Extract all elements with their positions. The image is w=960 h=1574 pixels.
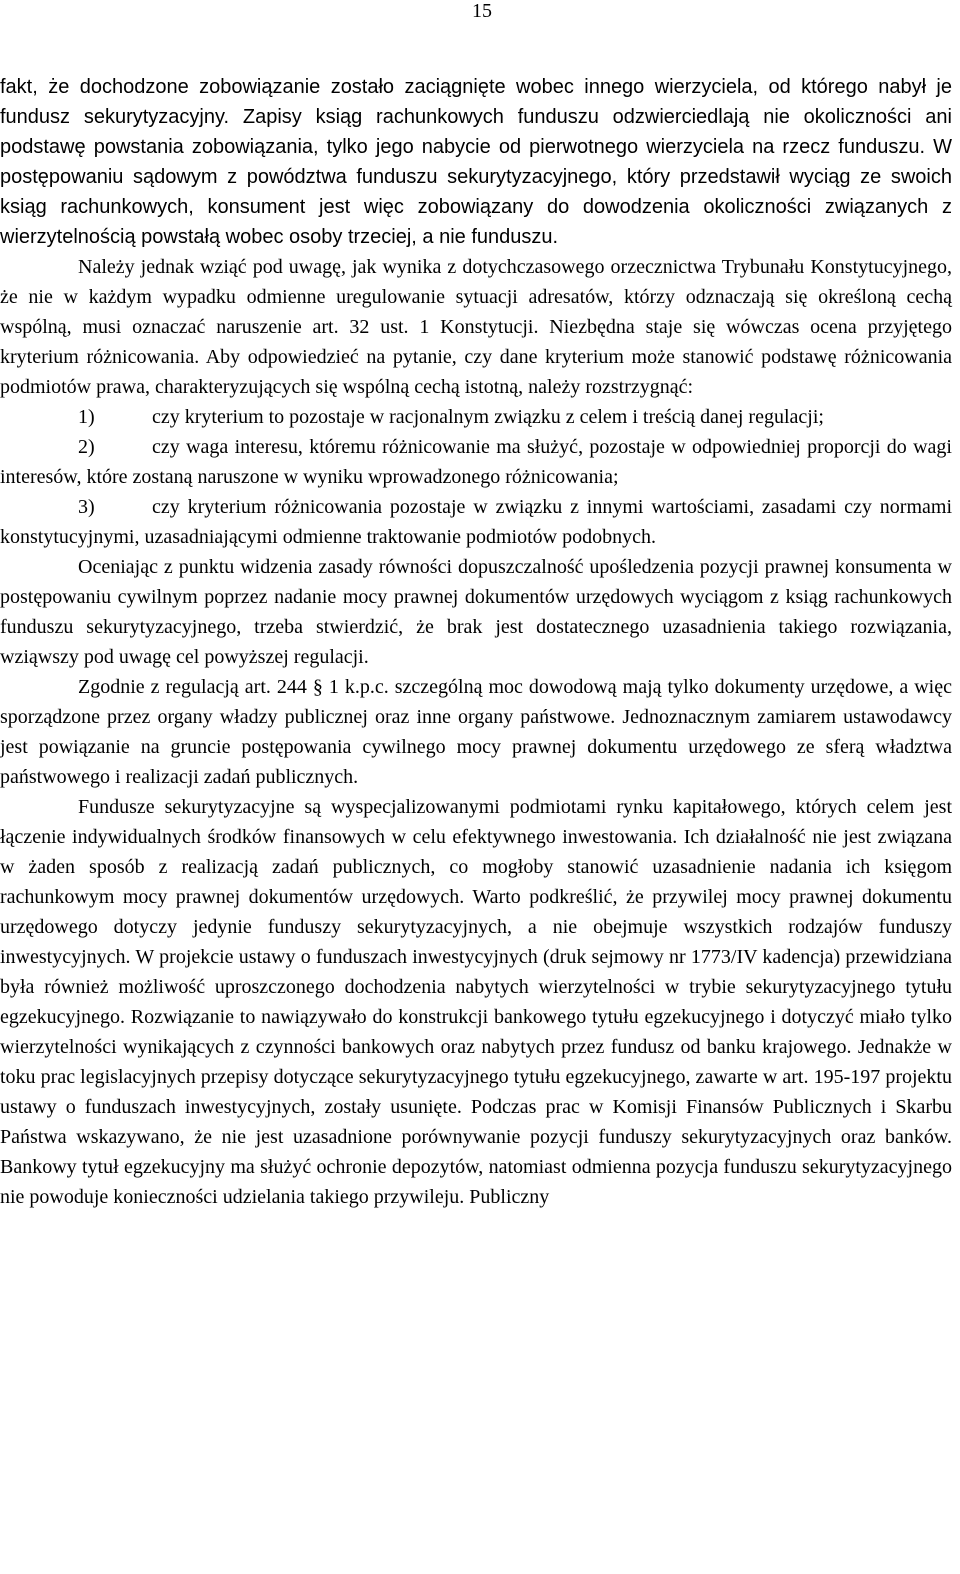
list-item-text: czy kryterium różnicowania pozostaje w związku z innymi wartościami, zasadami czy normami konstytucyjnymi, uzasadniającymi odmienne traktowanie podmiotów podobnych. xyxy=(0,496,952,548)
document-body xyxy=(0,72,952,1212)
list-item-number: 2) xyxy=(78,436,95,458)
list-item xyxy=(0,402,952,432)
list-item xyxy=(0,432,952,492)
paragraph-5: Fundusze sekurytyzacyjne są wyspecjalizowanymi podmiotami rynku kapitałowego, których celem jest łączenie indywidualnych środków finansowych w celu efektywnego inwestowania. Ich działalność nie jest związana w żaden sposób z realizacją zadań publicznych, co mogłoby stanowić uzasadnienie nadania ich księgom rachunkowym mocy prawnej dokumentów urzędowych. Warto podkreślić, że przywilej mocy prawnej dokumentu urzędowego dotyczy jedynie funduszy sekurytyzacyjnych, a nie obejmuje wszystkich rodzajów funduszy inwestycyjnych. W projekcie ustawy o funduszach inwestycyjnych (druk sejmowy nr 1773/IV kadencja) przewidziana była również możliwość uproszczonego dochodzenia nabytych wierzytelności w trybie sekurytyzacyjnego tytułu egzekucyjnego. Rozwiązanie to nawiązywało do konstrukcji bankowego tytułu egzekucyjnego i dotyczyć miało tylko wierzytelności wynikających z czynności bankowych oraz nabytych przez fundusz od banku krajowego. Jednakże w toku prac legislacyjnych przepisy dotyczące sekurytyzacyjnego tytułu egzekucyjnego, zawarte w art. 195-197 projektu ustawy o funduszach inwestycyjnych, zostały usunięte. Podczas prac w Komisji Finansów Publicznych i Skarbu Państwa wskazywano, że nie jest uzasadnione porównywanie pozycji funduszy sekurytyzacyjnych oraz banków. Bankowy tytuł egzekucyjny ma służyć ochronie depozytów, natomiast odmienna pozycja funduszu sekurytyzacyjnego nie powoduje konieczności udzielania takiego przywileju. Publiczny xyxy=(0,796,952,1208)
criteria-list xyxy=(0,402,952,552)
list-item-text: czy waga interesu, któremu różnicowanie ma służyć, pozostaje w odpowiedniej proporcji do wagi interesów, które zostaną naruszone w wyniku wprowadzonego różnicowania; xyxy=(0,436,952,488)
list-item-number: 1) xyxy=(78,406,95,428)
list-item-text: czy kryterium to pozostaje w racjonalnym związku z celem i treścią danej regulacji; xyxy=(152,406,824,428)
paragraph-1: fakt, że dochodzone zobowiązanie zostało zaciągnięte wobec innego wierzyciela, od którego nabył je fundusz sekurytyzacyjny. Zapisy ksiąg rachunkowych funduszu odzwierciedlają nie okoliczności ani podstawę powstania zobowiązania, tylko jego nabycie od pierwotnego wierzyciela na rzecz funduszu. W postępowaniu sądowym z powództwa funduszu sekurytyzacyjnego, który przedstawił wyciąg ze swoich ksiąg rachunkowych, konsument jest więc zobowiązany do dowodzenia okoliczności związanych z wierzytelnością powstałą wobec osoby trzeciej, a nie funduszu. xyxy=(0,76,952,248)
paragraph-2: Należy jednak wziąć pod uwagę, jak wynika z dotychczasowego orzecznictwa Trybunału Konstytucyjnego, że nie w każdym wypadku odmienne uregulowanie sytuacji adresatów, którzy odznaczają się określoną cechą wspólną, musi oznaczać naruszenie art. 32 ust. 1 Konstytucji. Niezbędna staje się wówczas ocena przyjętego kryterium różnicowania. Aby odpowiedzieć na pytanie, czy dane kryterium może stanowić podstawę różnicowania podmiotów prawa, charakteryzujących się wspólną cechą istotną, należy rozstrzygnąć: xyxy=(0,256,952,398)
paragraph-4: Zgodnie z regulacją art. 244 § 1 k.p.c. szczególną moc dowodową mają tylko dokumenty urzędowe, a więc sporządzone przez organy władzy publicznej oraz inne organy państwowe. Jednoznacznym zamiarem ustawodawcy jest powiązanie na gruncie postępowania cywilnego mocy prawnej dokumentu urzędowego ze sferą władztwa państwowego i realizacji zadań publicznych. xyxy=(0,676,952,788)
page-number: 15 xyxy=(472,0,492,22)
list-item-number: 3) xyxy=(78,496,95,518)
list-item xyxy=(0,492,952,552)
paragraph-3: Oceniając z punktu widzenia zasady równości dopuszczalność upośledzenia pozycji prawnej konsumenta w postępowaniu cywilnym poprzez nadanie mocy prawnej dokumentów urzędowych wyciągom z ksiąg rachunkowych funduszu sekurytyzacyjnego, trzeba stwierdzić, że brak jest dostatecznego uzasadnienia takiego rozwiązania, wziąwszy pod uwagę cel powyższej regulacji. xyxy=(0,556,952,668)
